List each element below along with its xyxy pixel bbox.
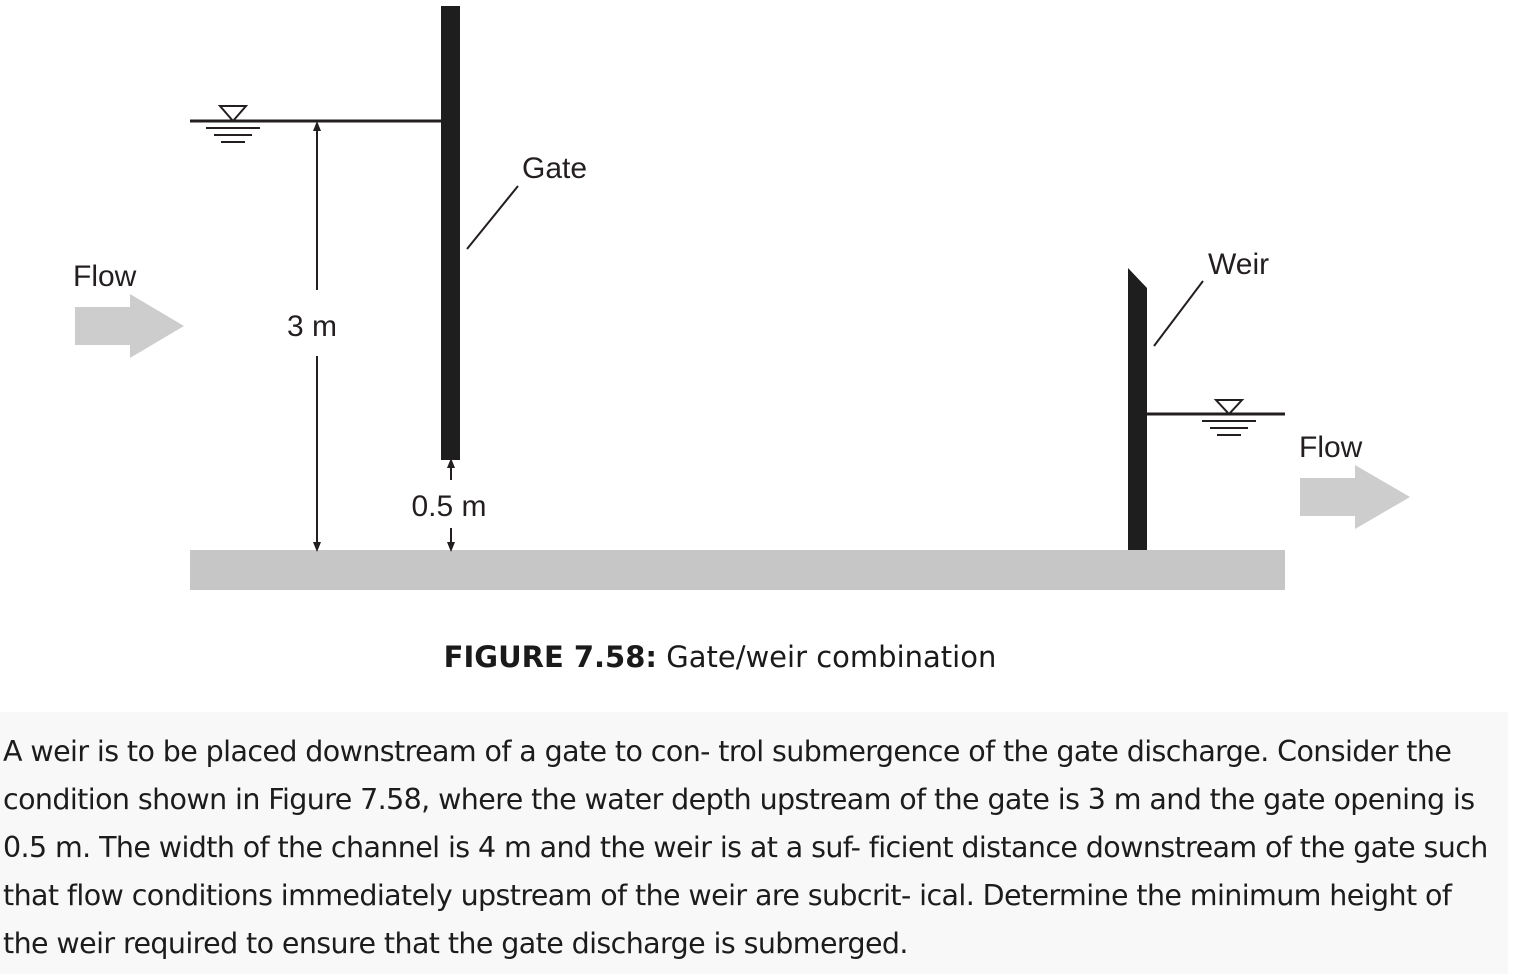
weir xyxy=(1128,268,1147,550)
gate-opening-label: 0.5 m xyxy=(411,490,487,523)
gate-label: Gate xyxy=(522,152,588,185)
upstream-depth-label: 3 m xyxy=(286,310,338,343)
gate xyxy=(441,6,460,460)
weir-label: Weir xyxy=(1208,248,1270,281)
channel-bed xyxy=(190,550,1285,590)
figure-caption-text: Gate/weir combination xyxy=(657,640,997,674)
figure-caption xyxy=(0,640,1440,674)
water-surface-symbol-icon xyxy=(206,106,260,142)
gate-leader-line xyxy=(467,186,518,249)
flow-in-label: Flow xyxy=(73,260,137,293)
flow-arrow-icon xyxy=(1300,465,1410,529)
figure-caption-label: FIGURE 7.58: xyxy=(443,640,658,674)
flow-out-label: Flow xyxy=(1299,431,1363,464)
flow-arrow-icon xyxy=(75,294,184,358)
water-surface-symbol-icon xyxy=(1202,400,1256,435)
problem-statement: A weir is to be placed downstream of a gate to con- trol submergence of the gate discharge. Consider the condition shown in Figure 7.58, where the water depth upstream of the gate is 3 m and the gate opening is 0.5 m. The width of the channel is 4 m and the weir is at a suf- ficient distance downstream of the gate such that flow conditions immediately upstream of the weir are subcrit- ical. Determine the minimum height of the weir required to ensure that the gate discharge is submerged. xyxy=(0,712,1508,974)
weir-leader-line xyxy=(1154,281,1203,346)
